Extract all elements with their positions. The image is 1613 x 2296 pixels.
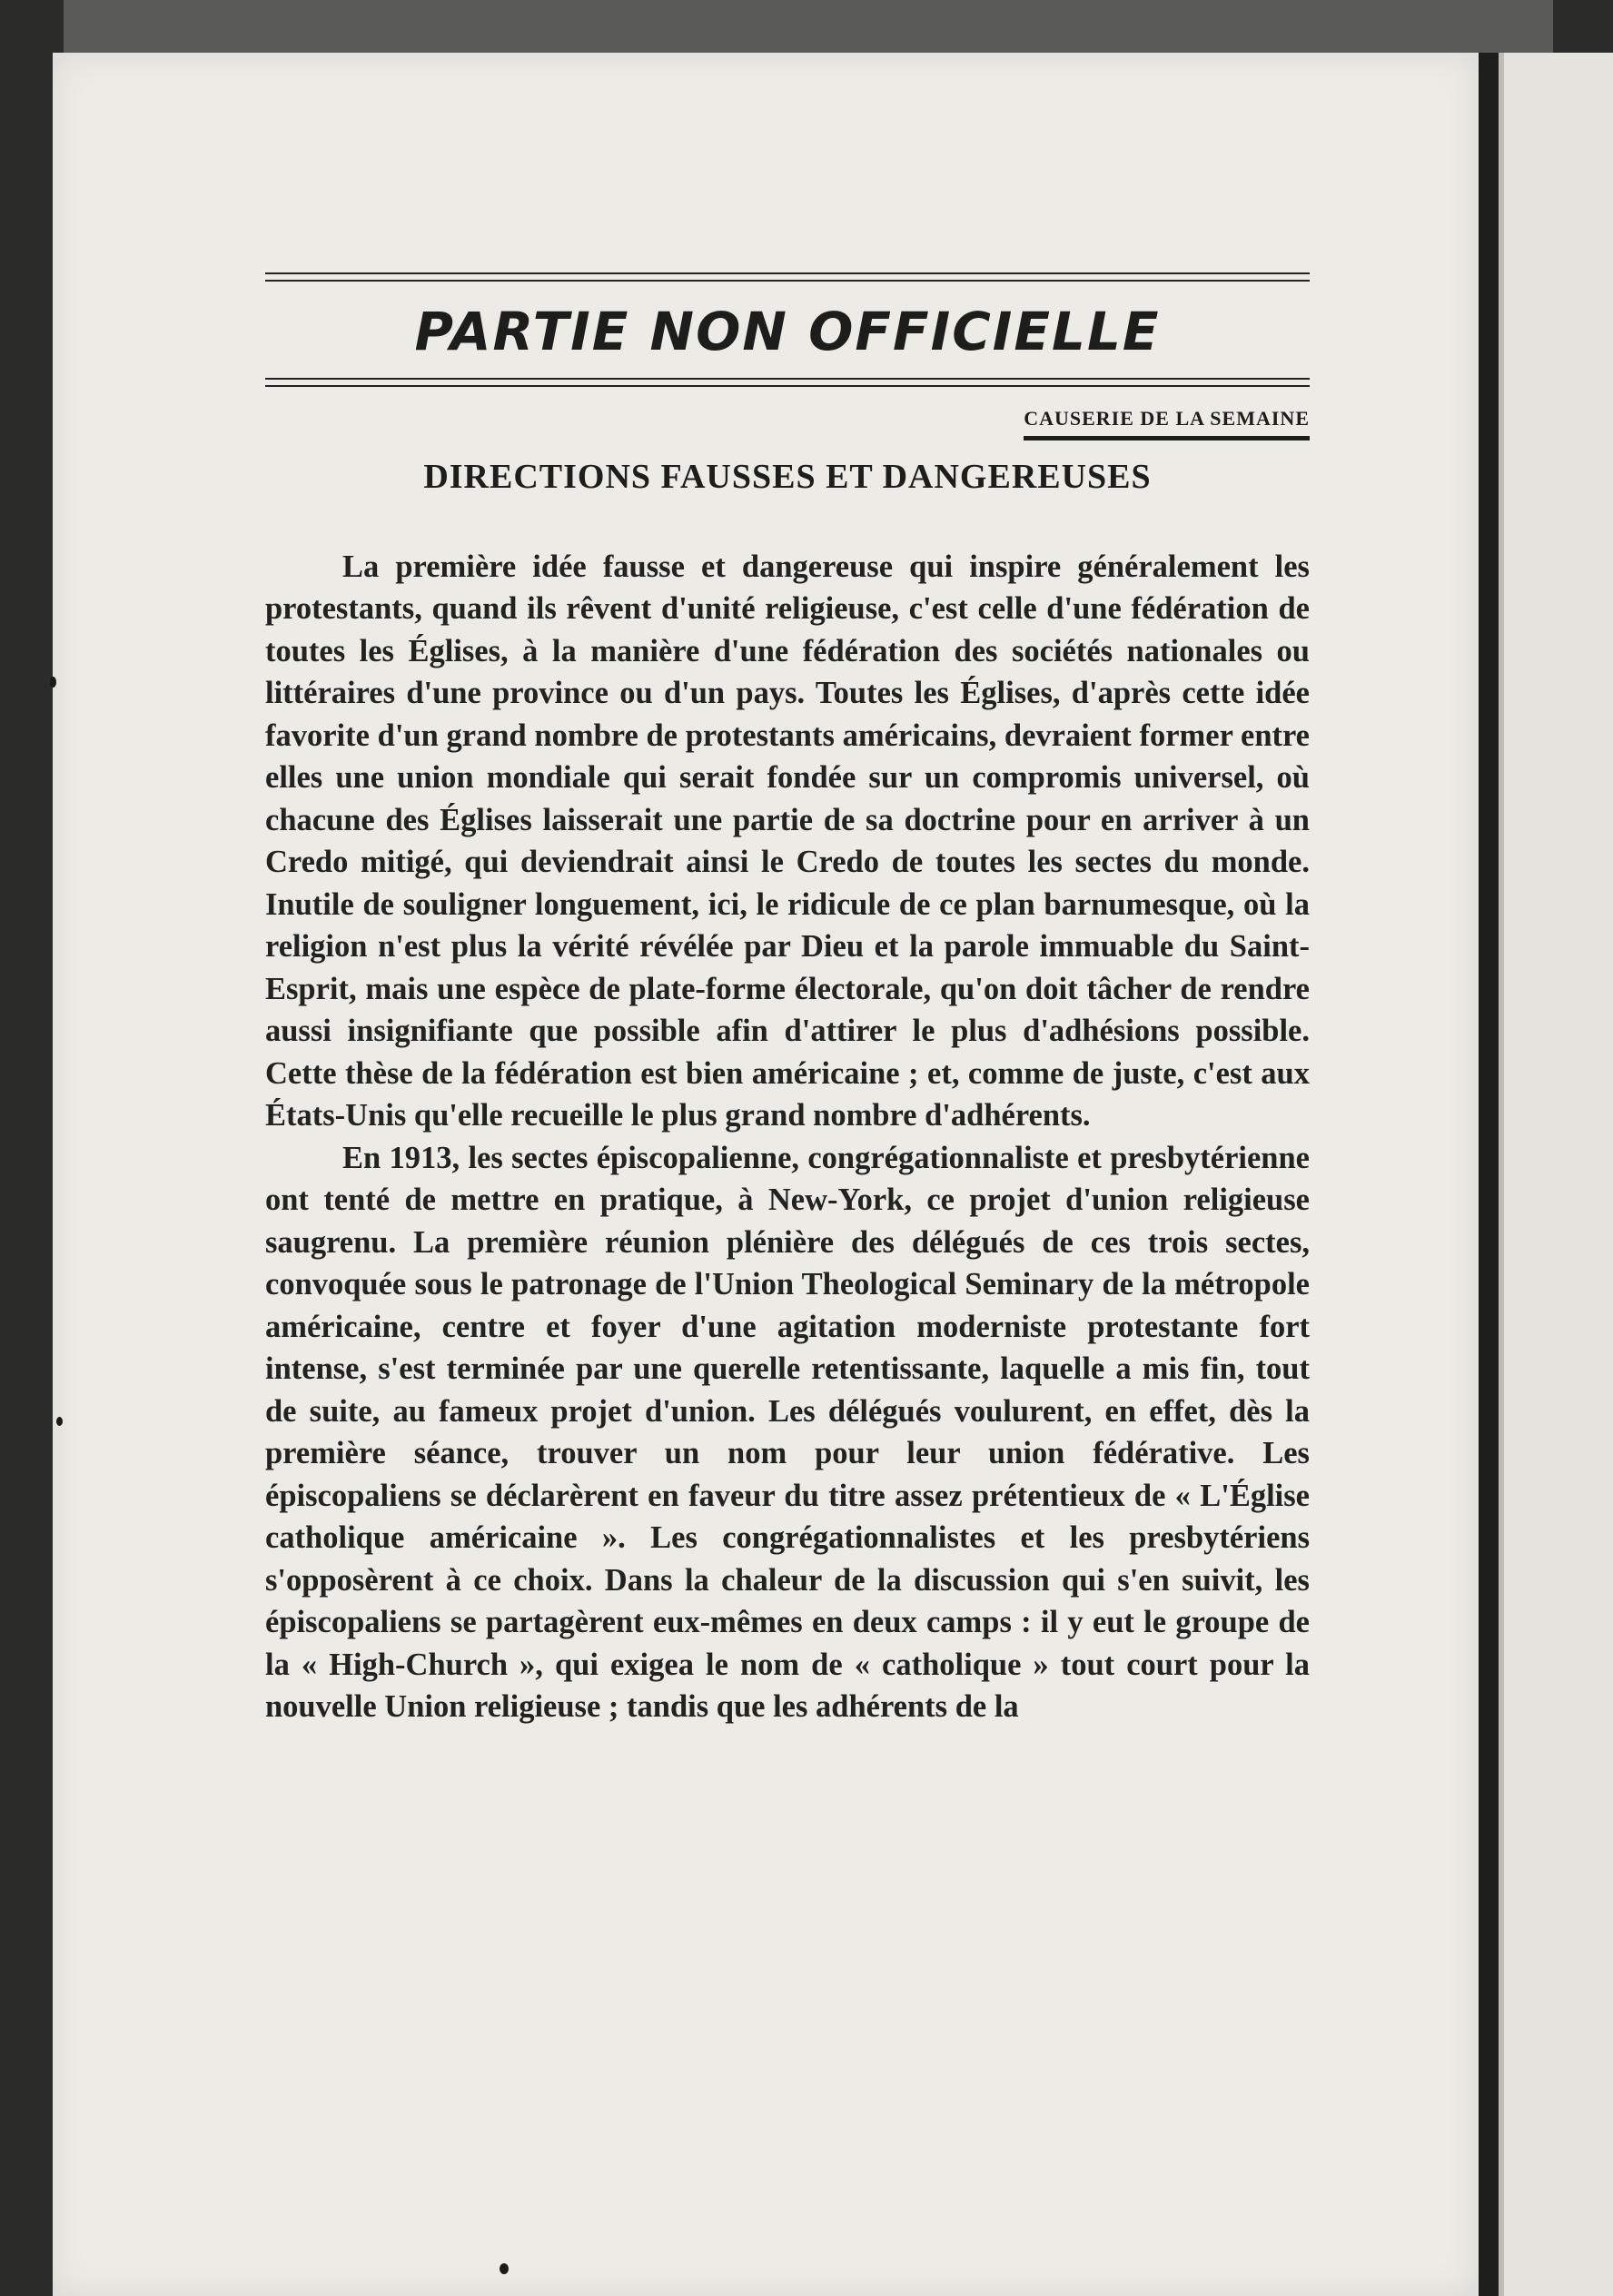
scan-speck: [500, 2263, 509, 2274]
rubric-container: [265, 407, 1310, 440]
rubric-label: CAUSERIE DE LA SEMAINE: [1024, 407, 1310, 440]
page-gutter: [1479, 53, 1499, 2296]
scanner-top-band: [64, 0, 1553, 54]
scan-speck: [56, 1417, 63, 1426]
article-block: [265, 272, 1310, 1728]
article-title: DIRECTIONS FAUSSES ET DANGEREUSES: [423, 458, 1152, 496]
heading-top-rule: [265, 272, 1310, 282]
section-heading: PARTIE NON OFFICIELLE: [414, 301, 1161, 362]
paragraph: La première idée fausse et dangereuse qui inspire généralement les protestants, quand ils rêvent d'unité religieuse, c'est celle d'une fédération de toutes les Églises, à la manière d'une fédération des sociétés nationales ou littéraires d'une province ou d'un pays. Toutes les Églises, d'après cette idée favorite d'un grand nombre de protestants américains, devraient former entre elles une union mondiale qui serait fondée sur un compromis universel, où chacune des Églises laisserait une partie de sa doctrine pour en arriver à un Credo mitigé, qui deviendrait ainsi le Credo de toutes les sectes du monde. Inutile de souligner longuement, ici, le ridicule de ce plan barnumesque, où la religion n'est plus la vérité révélée par Dieu et la parole immuable du Saint-Esprit, mais une espèce de plate-forme électorale, qu'on doit tâcher de rendre aussi insignifiante que possible afin d'attirer le plus d'adhésions possible. Cette thèse de la fédération est bien américaine ; et, comme de juste, c'est aux États-Unis qu'elle recueille le plus grand nombre d'adhérents.: [265, 549, 1310, 1133]
scan-speck: [50, 677, 56, 688]
heading-bottom-rule: [265, 378, 1310, 387]
adjacent-page-edge: [1499, 53, 1613, 2296]
paragraph: En 1913, les sectes épiscopalienne, congrégationnaliste et presbytérienne ont tenté de mettre en pratique, à New-York, ce projet d'union religieuse saugrenu. La première réunion plénière des délégués de ces trois sectes, convoquée sous le patronage de l'Union Theological Seminary de la métropole américaine, centre et foyer d'une agitation moderniste protestante fort intense, s'est terminée par une querelle retentissante, laquelle a mis fin, tout de suite, au fameux projet d'union. Les délégués voulurent, en effet, dès la première séance, trouver un nom pour leur union fédérative. Les épiscopaliens se déclarèrent en faveur du titre assez prétentieux de « L'Église catholique américaine ». Les congrégationnalistes et les presbytériens s'opposèrent à ce choix. Dans la chaleur de la discussion qui s'en suivit, les épiscopaliens se partagèrent eux-mêmes en deux camps : il y eut le groupe de la « High-Church », qui exigea le nom de « catholique » tout court pour la nouvelle Union religieuse ; tandis que les adhérents de la: [265, 1140, 1310, 1725]
